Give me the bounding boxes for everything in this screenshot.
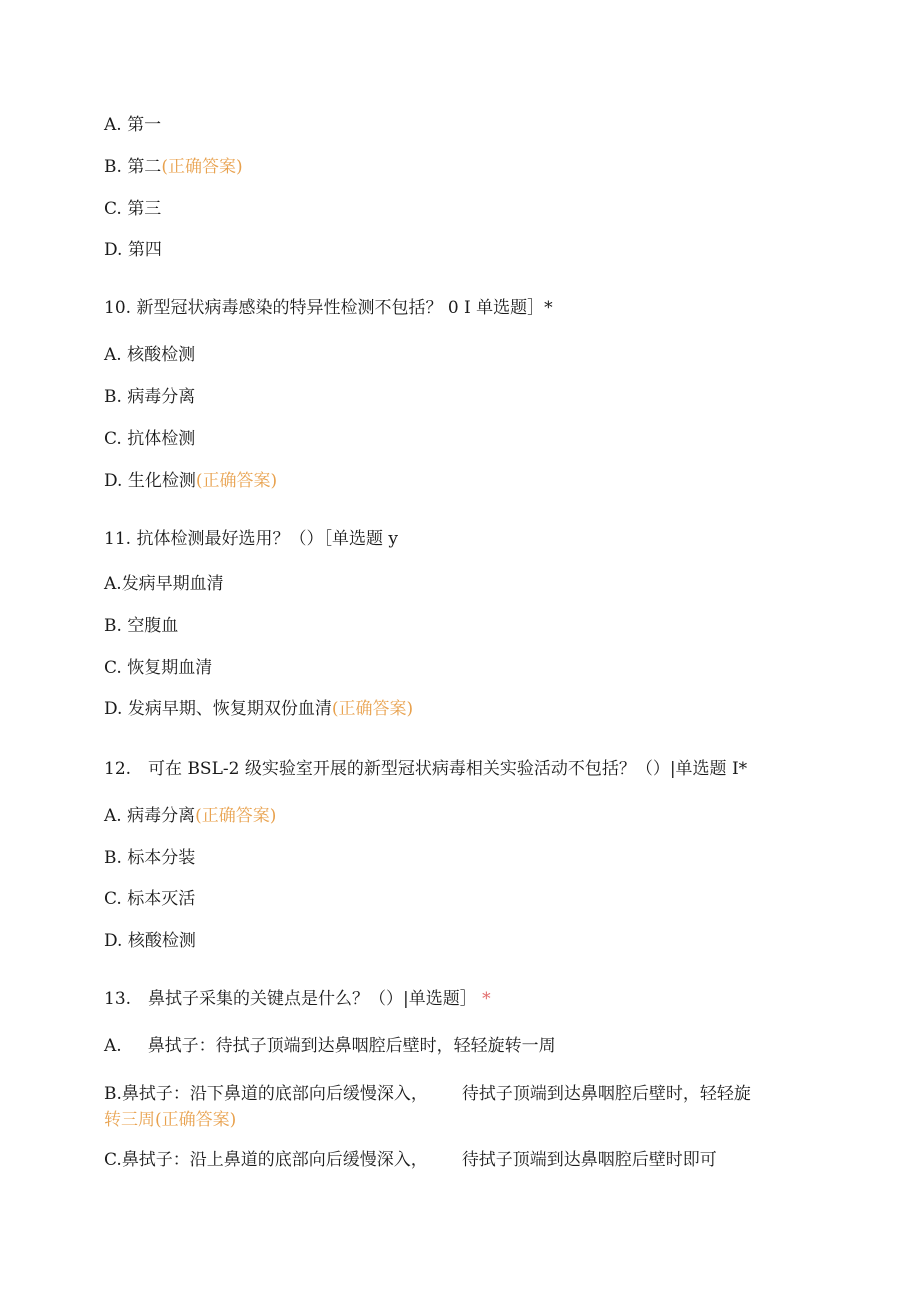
option-text: 空腹血 <box>127 616 179 636</box>
option-label: B. <box>104 848 122 868</box>
option-text: 鼻拭子：待拭子顶端到达鼻咽腔后壁时，轻轻旋转一周 <box>147 1036 556 1056</box>
q10-option-c <box>104 427 195 451</box>
q10-option-a <box>104 343 195 367</box>
option-label: D. <box>104 471 123 491</box>
q9-option-c <box>104 197 161 221</box>
question-text: 13. 鼻拭子采集的关键点是什么？（）|单选题］ <box>104 989 477 1009</box>
q10-option-d <box>104 469 277 493</box>
q12-option-c <box>104 887 195 911</box>
option-label: C. <box>104 1150 122 1170</box>
option-text: 病毒分离 <box>127 387 196 407</box>
q11-option-c <box>104 656 212 680</box>
option-label: C. <box>104 658 122 678</box>
option-text: 核酸检测 <box>127 345 196 365</box>
option-label: B. <box>104 387 122 407</box>
option-text-wrap: 转三周 <box>104 1110 155 1130</box>
correct-answer-tag: (正确答案) <box>331 699 414 719</box>
q9-option-a <box>104 113 161 137</box>
option-text: 第一 <box>127 115 162 135</box>
option-text: 生化检测 <box>127 471 196 491</box>
q12-option-b <box>104 846 195 870</box>
correct-answer-tag: (正确答案) <box>155 1110 237 1130</box>
option-text: 鼻拭子：沿下鼻道的底部向后缓慢深入， <box>121 1084 428 1104</box>
q11-option-a <box>104 572 224 596</box>
option-text: 发病早期、恢复期双份血清 <box>127 699 332 719</box>
q13-option-b-line2 <box>104 1108 236 1132</box>
option-text: 第三 <box>127 199 162 219</box>
option-text: 标本分装 <box>127 848 196 868</box>
q13-option-b <box>104 1082 751 1106</box>
option-text: 第四 <box>127 240 162 260</box>
required-star: * <box>482 989 491 1009</box>
option-text: 标本灭活 <box>127 889 196 909</box>
q11-option-d <box>104 697 413 721</box>
option-label: D. <box>104 240 123 260</box>
option-text: 恢复期血清 <box>127 658 213 678</box>
q13-option-c <box>104 1148 717 1172</box>
option-text: 病毒分离 <box>127 806 196 826</box>
option-text: 抗体检测 <box>127 429 196 449</box>
option-label: D. <box>104 931 123 951</box>
option-text: 鼻拭子：沿上鼻道的底部向后缓慢深入， <box>121 1150 428 1170</box>
correct-answer-tag: (正确答案) <box>195 471 278 491</box>
q13-title <box>104 987 491 1011</box>
q12-title: 12. 可在 BSL-2 级实验室开展的新型冠状病毒相关实验活动不包括？（）|单选题 I* <box>104 759 748 779</box>
q13-option-a <box>104 1034 556 1058</box>
correct-answer-tag: (正确答案) <box>195 806 277 826</box>
q12-option-a <box>104 804 276 828</box>
option-text: 发病早期血清 <box>121 574 224 594</box>
q11-title: 11. 抗体检测最好选用？（）［单选题 y <box>104 529 398 549</box>
q9-option-b <box>104 155 243 179</box>
option-label: C. <box>104 199 122 219</box>
option-label: D. <box>104 699 123 719</box>
q12-option-d <box>104 929 196 953</box>
option-label: B. <box>104 157 122 177</box>
option-label: C. <box>104 429 122 449</box>
option-label: A. <box>104 806 122 826</box>
option-label: A. <box>104 345 122 365</box>
option-label: C. <box>104 889 122 909</box>
option-text: 核酸检测 <box>127 931 196 951</box>
option-label: B. <box>104 1084 122 1104</box>
option-label: A. <box>104 115 122 135</box>
option-text-cont: 待拭子顶端到达鼻咽腔后壁时，轻轻旋 <box>461 1084 751 1104</box>
q10-title: 10. 新型冠状病毒感染的特异性检测不包括？ 0 I 单选题］* <box>104 298 553 318</box>
q10-option-b <box>104 385 195 409</box>
option-text: 第二 <box>127 157 162 177</box>
option-label: A. <box>104 574 122 594</box>
option-label: A. <box>104 1036 122 1056</box>
option-text-cont: 待拭子顶端到达鼻咽腔后壁时即可 <box>461 1150 717 1170</box>
q11-option-b <box>104 614 178 638</box>
correct-answer-tag: (正确答案) <box>161 157 243 177</box>
q9-option-d <box>104 238 162 262</box>
option-label: B. <box>104 616 122 636</box>
